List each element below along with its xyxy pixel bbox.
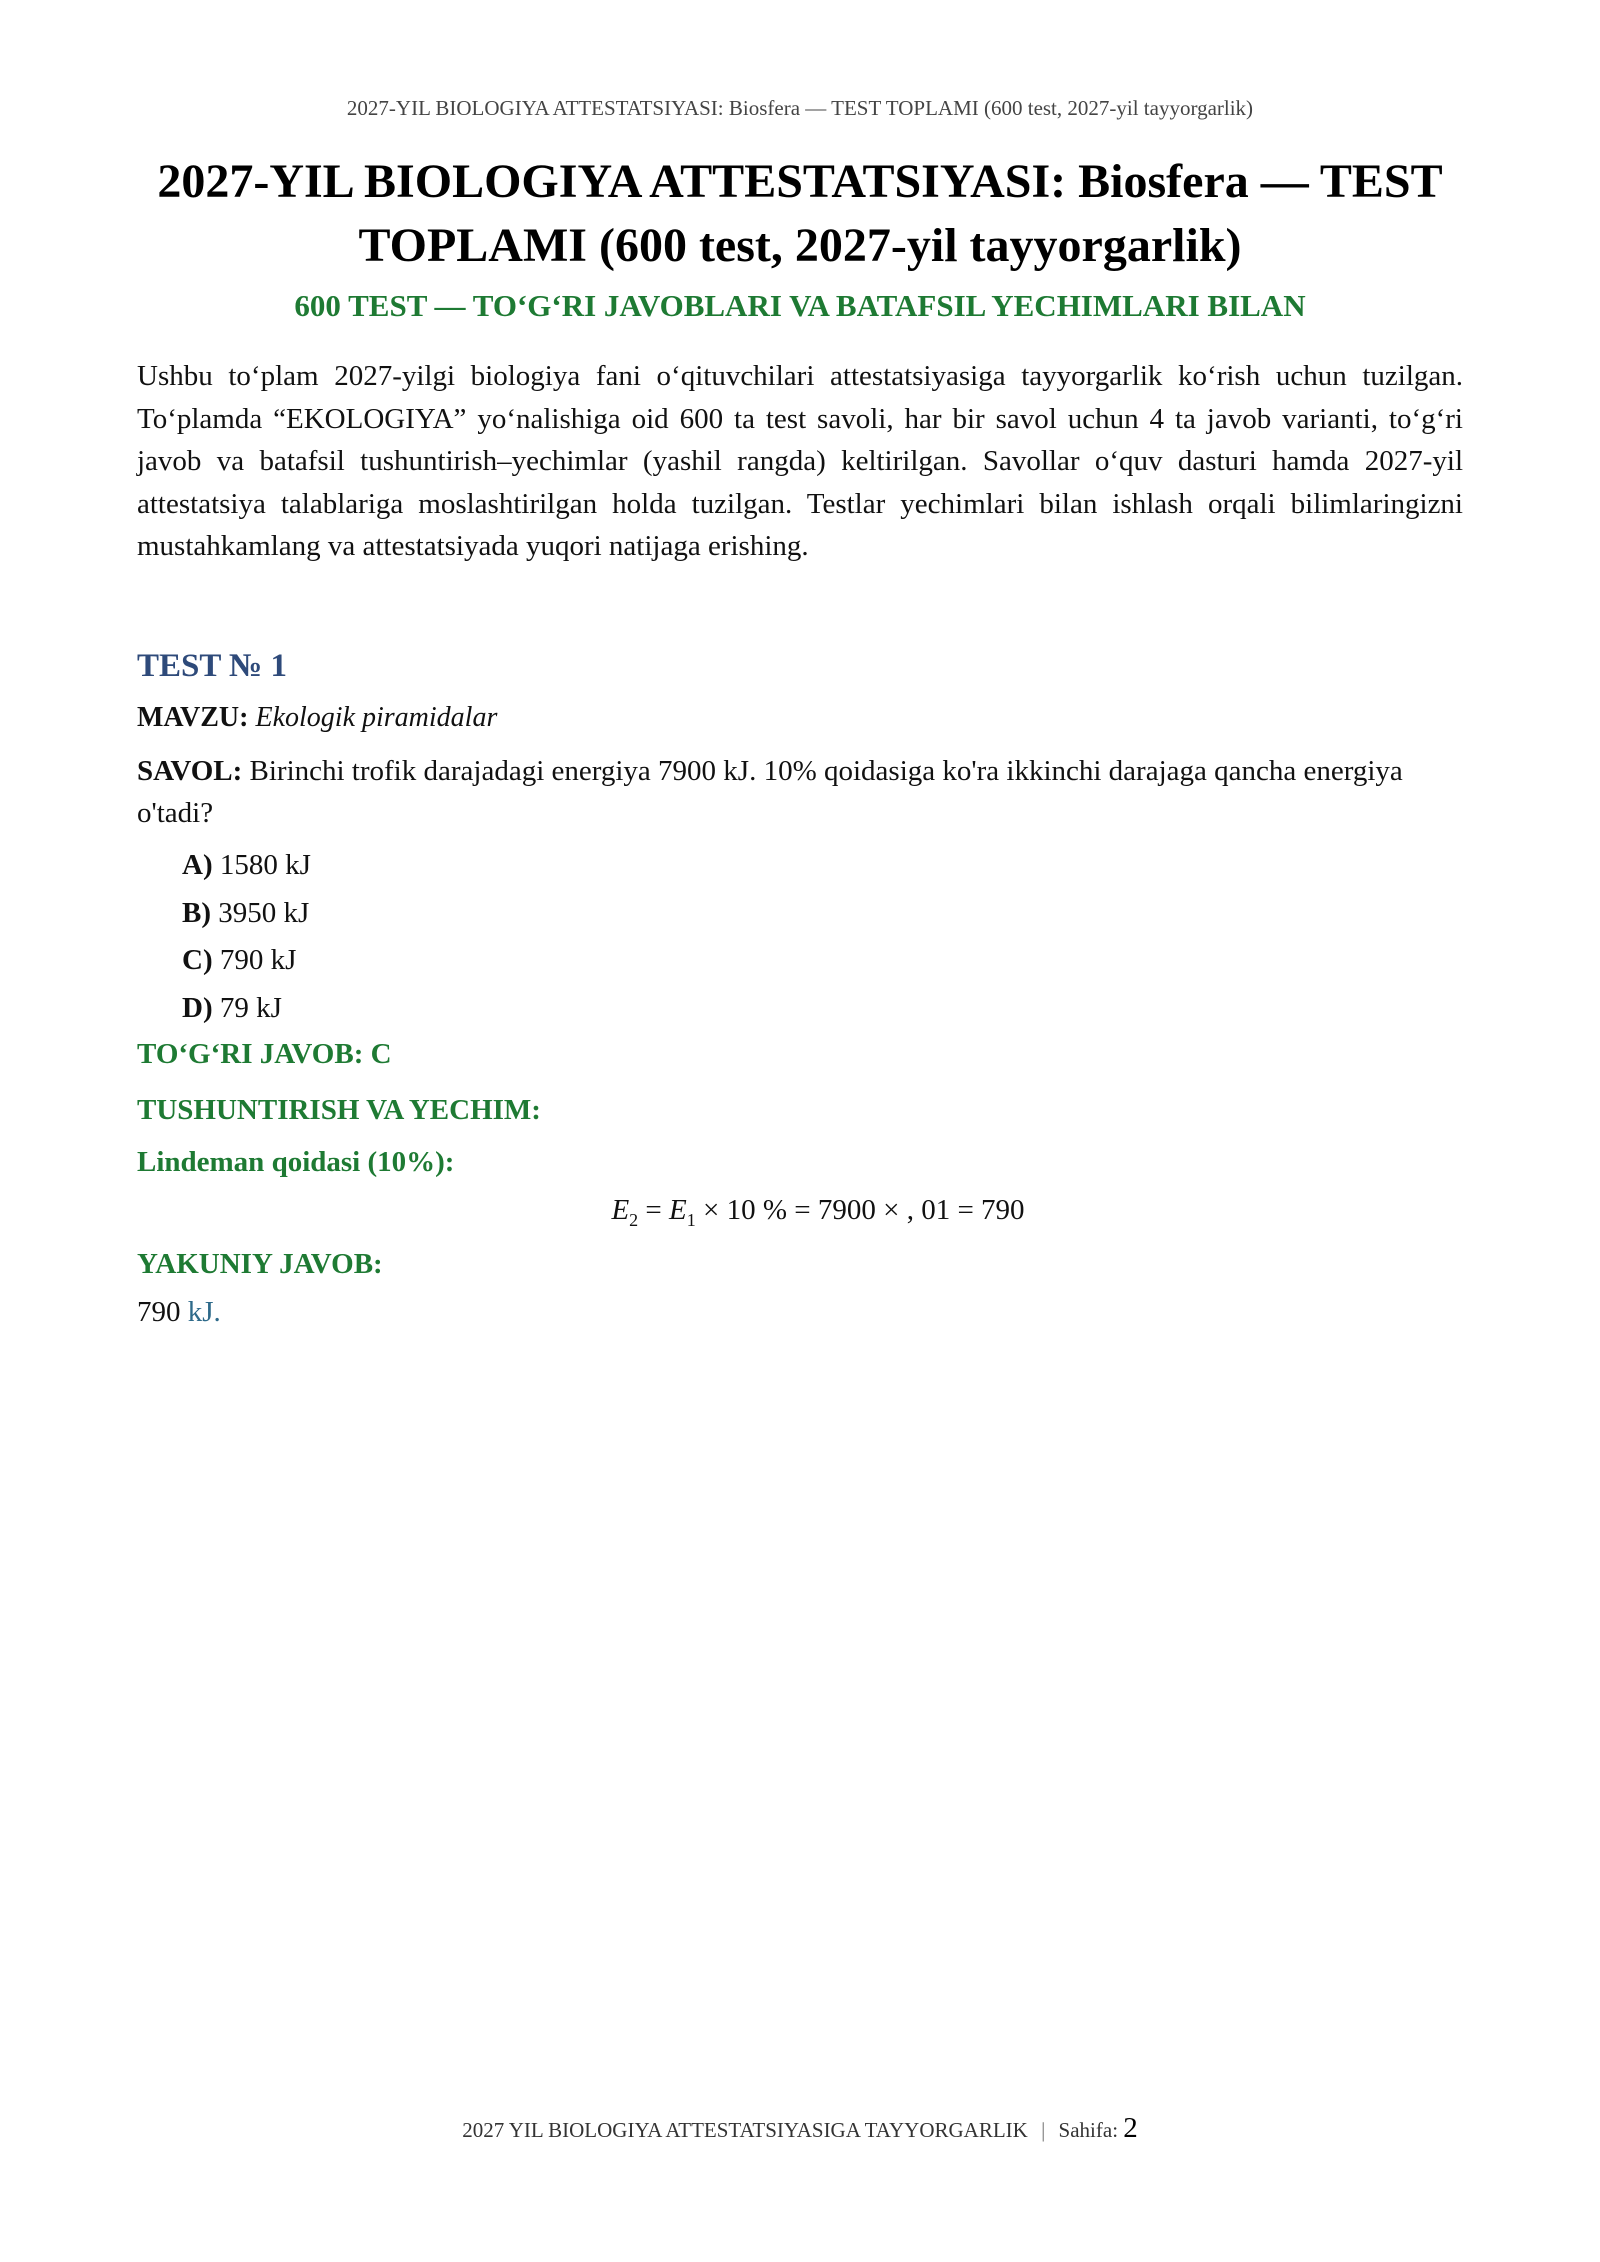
option-letter: B)	[182, 896, 211, 929]
option-text: 3950 kJ	[218, 896, 310, 929]
test-heading: TEST № 1	[137, 648, 287, 684]
option-d	[182, 985, 1463, 1033]
answer-options	[137, 842, 1463, 1032]
option-a	[182, 842, 1463, 890]
option-text: 79 kJ	[219, 991, 282, 1024]
final-answer-unit: kJ.	[187, 1296, 221, 1328]
page-footer	[137, 2112, 1463, 2145]
topic-line	[137, 698, 1463, 750]
question-label: SAVOL:	[137, 755, 243, 787]
final-answer-heading: YAKUNIY JAVOB:	[137, 1248, 383, 1280]
page-title	[137, 150, 1463, 278]
topic-label: MAVZU:	[137, 702, 249, 733]
final-answer	[137, 1296, 1463, 1329]
option-text: 1580 kJ	[219, 849, 311, 881]
final-answer-number: 790	[137, 1296, 188, 1328]
explanation-heading: TUSHUNTIRISH VA YECHIM:	[137, 1094, 541, 1126]
correct-answer: TO‘G‘RI JAVOB: C	[137, 1038, 392, 1070]
page-subtitle: 600 TEST — TO‘G‘RI JAVOBLARI VA BATAFSIL YECHIMLARI BILAN	[294, 288, 1306, 323]
option-text: 790 kJ	[219, 944, 297, 976]
topic-value: Ekologik piramidalar	[255, 702, 498, 733]
title-line-2: TOPLAMI (600 test, 2027-yil tayyorgarlik)	[358, 219, 1242, 272]
option-b	[182, 890, 1463, 938]
test-item	[137, 648, 1463, 1329]
formula-subscript: 1	[686, 1209, 696, 1230]
question-text: Birinchi trofik darajadagi energiya 7900 kJ. 10% qoidasiga ko'ra ikkinchi darajaga qancha energiya o'tadi?	[137, 755, 1403, 829]
option-letter: A)	[182, 849, 213, 881]
footer-text: 2027 YIL BIOLOGIYA ATTESTATSIYASIGA TAYYORGARLIK	[462, 2118, 1028, 2142]
option-letter: D)	[182, 991, 213, 1024]
formula-symbol: E	[669, 1194, 687, 1226]
option-c	[182, 937, 1463, 985]
footer-separator: |	[1041, 2118, 1046, 2142]
formula-subscript: 2	[629, 1209, 639, 1230]
intro-paragraph: Ushbu to‘plam 2027-yilgi biologiya fani o‘qituvchilari attestatsiyasiga tayyorgarlik ko‘rish uchun tuzilgan. To‘plamda “EKOLOGIYA” yo‘nalishiga oid 600 ta test savoli, har bir savol uchun 4 ta javob varianti, to‘g‘ri javob va batafsil tushuntirish–yechimlar (yashil rangda) keltirilgan. Savollar o‘quv dasturi hamda 2027-yil attestatsiya talablariga moslashtirilgan holda tuzilgan. Testlar yechimlari bilan ishlash orqali bilimlaringizni mustahkamlang va attestatsiyada yuqori natijaga erishing.	[137, 360, 1463, 562]
formula-symbol: E	[611, 1194, 630, 1226]
title-line-1: 2027-YIL BIOLOGIYA ATTESTATSIYASI: Biosfera — TEST	[157, 155, 1443, 208]
page-number: 2	[1123, 2112, 1138, 2144]
formula-rest: × 10 % = 7900 × , 01 = 790	[695, 1194, 1025, 1226]
option-letter: C)	[182, 944, 213, 976]
question	[137, 750, 1463, 834]
rule-heading: Lindeman qoidasi (10%):	[137, 1146, 455, 1178]
formula: $E_2 = E_1 \times 10$ % = 7900 × , 01 = 790	[611, 1194, 1025, 1230]
page-label: Sahifa:	[1058, 2118, 1119, 2142]
running-header: 2027-YIL BIOLOGIYA ATTESTATSIYASI: Biosfera — TEST TOPLAMI (600 test, 2027-yil tayyorgarlik)	[346, 96, 1254, 120]
